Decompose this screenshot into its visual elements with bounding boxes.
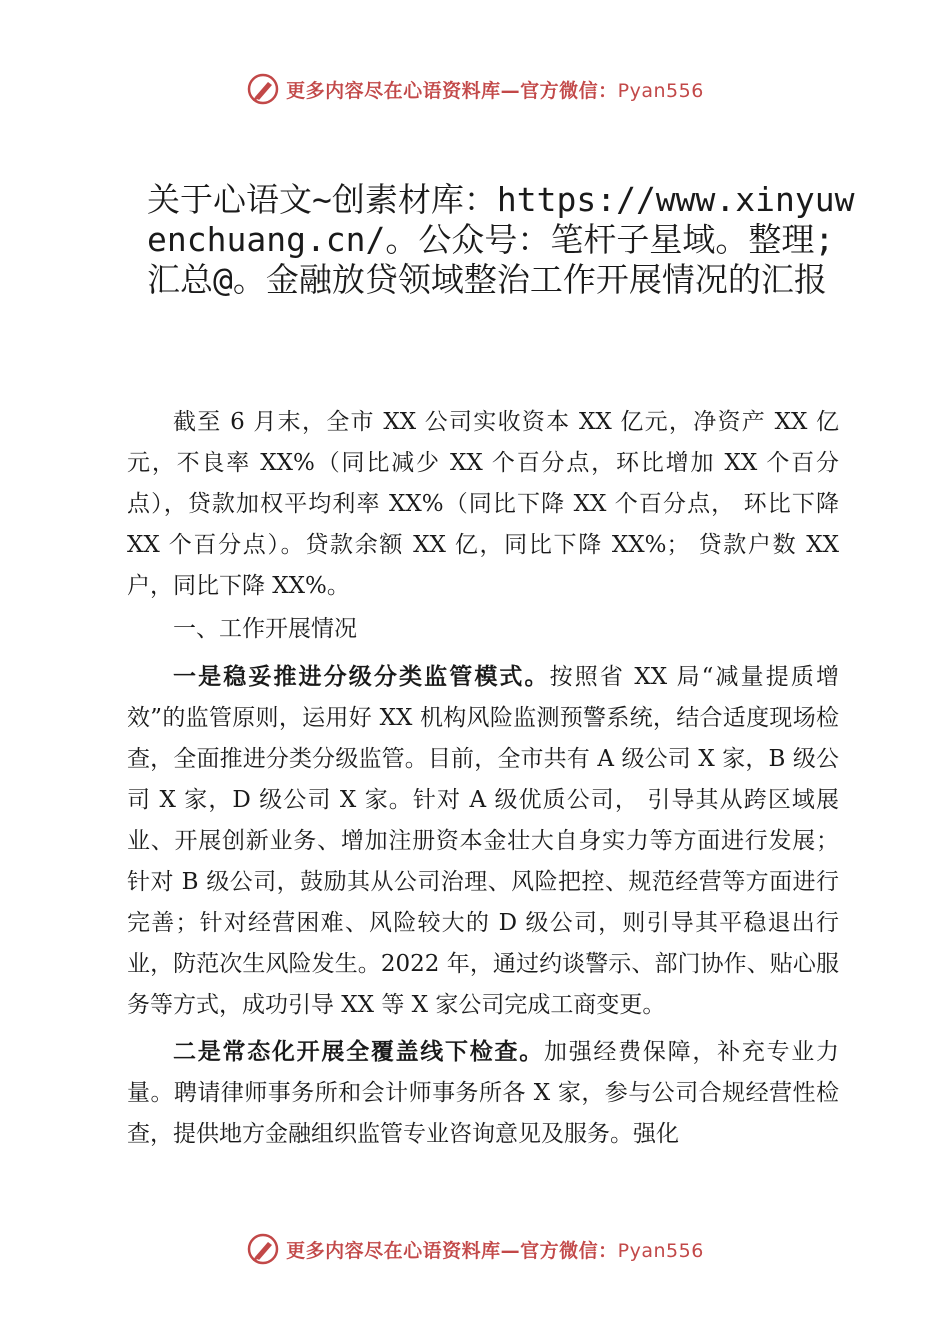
intro-paragraph: 截至 6 月末，全市 XX 公司实收资本 XX 亿元，净资产 XX 亿元，不良率 XX%（同比减少 XX 个百分点，环比增加 XX 个百分点），贷款加权平均利率 XX%（同比下降 XX 个百分点， 环比下降 XX 个百分点）。贷款余额 XX 亿，同比下降 XX%； 贷款户数 XX 户，同比下降 XX%。 bbox=[127, 409, 839, 599]
watermark-text: 更多内容尽在心语资料库—官方微信：Pyan556 bbox=[286, 79, 704, 102]
watermark-wechat-id: Pyan556 bbox=[617, 1239, 704, 1262]
header-watermark bbox=[0, 72, 950, 106]
watermark-wechat-id: Pyan556 bbox=[617, 79, 704, 102]
point-1-lead: 一是稳妥推进分级分类监管模式。 bbox=[173, 664, 550, 690]
section-heading: 一、工作开展情况 bbox=[173, 616, 357, 642]
pen-logo-icon bbox=[246, 72, 280, 106]
point-2-text: 加强经费保障，补充专业力量。聘请律师事务所和会计师事务所各 X 家，参与公司合规经营性检查，提供地方金融组织监管专业咨询意见及服务。强化 bbox=[127, 1039, 840, 1147]
point-2-lead: 二是常态化开展全覆盖线下检查。 bbox=[173, 1039, 544, 1065]
footer-watermark bbox=[0, 1232, 950, 1266]
point-1-text: 按照省 XX 局“减量提质增效”的监管原则，运用好 XX 机构风险监测预警系统，结合适度现场检查，全面推进分类分级监管。目前，全市共有 A 级公司 X 家，B 级公司 X 家，D 级公司 X 家。针对 A 级优质公司， 引导其从跨区域展业、开展创新业务、增加注册资本金壮大自身实力等方面进行发展；针对 B 级公司，鼓励其从公司治理、风险把控、规范经营等方面进行完善；针对经营困难、风险较大的 D 级公司，则引导其平稳退出行业，防范次生风险发生。2022 年，通过约谈警示、部门协作、贴心服务等方式，成功引导 XX 等 X 家公司完成工商变更。 bbox=[127, 664, 839, 1018]
point-2-paragraph bbox=[127, 1032, 839, 1155]
document-body bbox=[127, 402, 839, 1155]
pen-logo-icon bbox=[246, 1232, 280, 1266]
watermark-text: 更多内容尽在心语资料库—官方微信：Pyan556 bbox=[286, 1239, 704, 1262]
document-title: 关于心语文~创素材库：https://www.xinyuwenchuang.cn/。公众号：笔杆子星域。整理;汇总@。金融放贷领域整治工作开展情况的汇报 bbox=[147, 180, 855, 299]
point-1-paragraph bbox=[127, 657, 839, 1026]
